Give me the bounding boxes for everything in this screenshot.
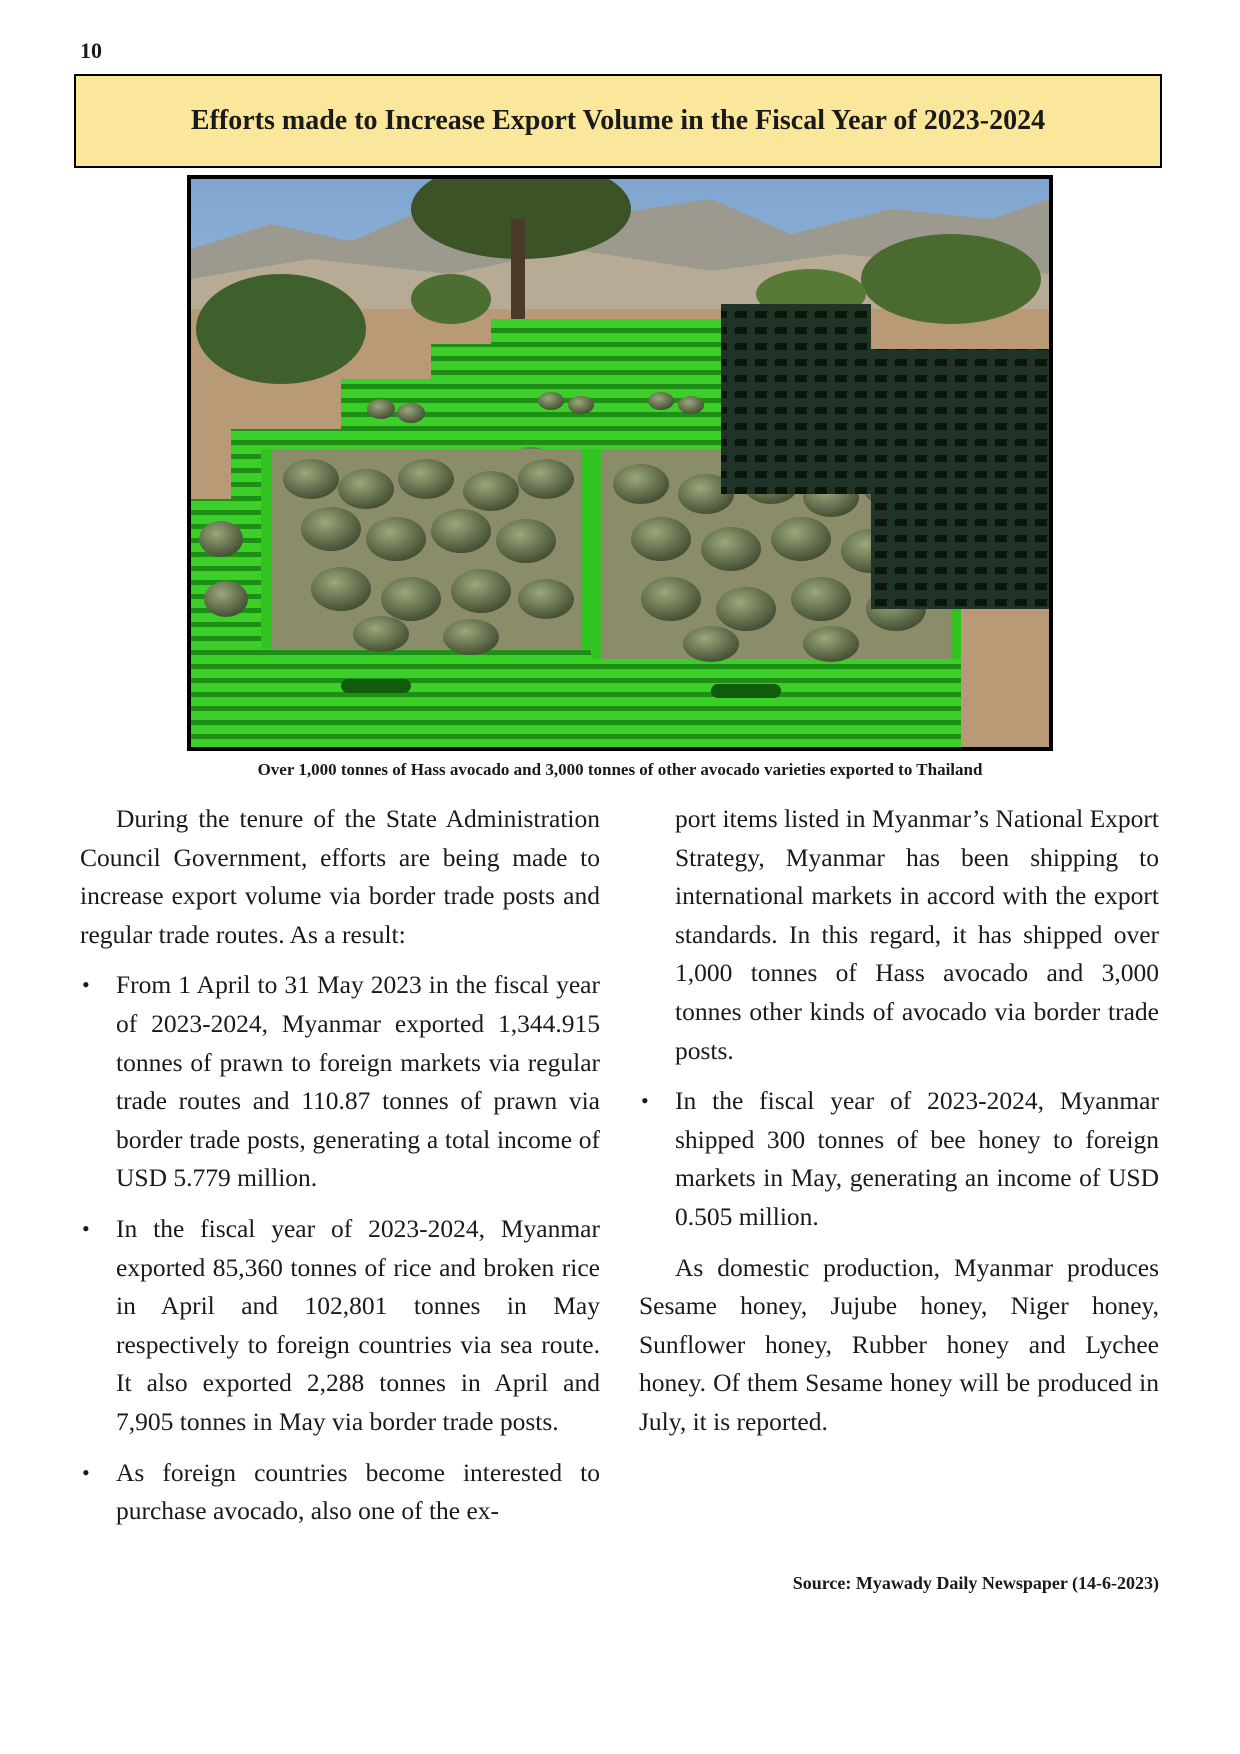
bullet-list xyxy=(639,1082,1159,1236)
photo-caption: Over 1,000 tonnes of Hass avocado and 3,000 tonnes of other avocado varieties exported to Thailand xyxy=(257,760,983,779)
avocado-crates-photo xyxy=(187,175,1053,751)
list-item: • From 1 April to 31 May 2023 in the fiscal year of 2023-2024, Myanmar exported 1,344.915 tonnes of prawn to foreign markets via regular trade routes and 110.87 tonnes of prawn via border trade posts, generating a total income of USD 5.779 million. xyxy=(80,966,600,1198)
source-citation: Source: Myawady Daily Newspaper (14-6-2023) xyxy=(792,1573,1159,1593)
intro-paragraph: During the tenure of the State Administration Council Government, efforts are being made to increase export volume via border trade posts and regular trade routes. As a result: xyxy=(80,804,600,949)
page-title: Efforts made to Increase Export Volume in the Fiscal Year of 2023-2024 xyxy=(190,105,1046,136)
bullet-list xyxy=(80,966,600,1530)
left-column xyxy=(80,800,600,1531)
photo-illustration xyxy=(191,179,1049,747)
right-column xyxy=(639,800,1159,1442)
page-number: 10 xyxy=(80,38,102,63)
title-banner xyxy=(74,74,1162,168)
list-item: • In the fiscal year of 2023-2024, Myanmar shipped 300 tonnes of bee honey to foreign markets in May, generating an income of USD 0.505 million. xyxy=(639,1082,1159,1236)
list-item: • In the fiscal year of 2023-2024, Myanmar exported 85,360 tonnes of rice and broken rice in April and 102,801 tonnes in May respectively to foreign countries via sea route. It also exported 2,288 tonnes in April and 7,905 tonnes in May via border trade posts. xyxy=(80,1210,600,1442)
list-item-continued: port items listed in Myanmar’s National Export Strategy, Myanmar has been shipping to international markets in accord with the export standards. In this regard, it has shipped over 1,000 tonnes of Hass avocado and 3,000 tonnes other kinds of avocado via border trade posts. xyxy=(675,804,1159,1065)
list-item: • As foreign countries become interested to purchase avocado, also one of the ex- xyxy=(80,1454,600,1531)
closing-paragraph: As domestic production, Myanmar produces Sesame honey, Jujube honey, Niger honey, Sunflower honey, Rubber honey and Lychee honey. Of them Sesame honey will be produced in July, it is reported. xyxy=(639,1252,1159,1436)
